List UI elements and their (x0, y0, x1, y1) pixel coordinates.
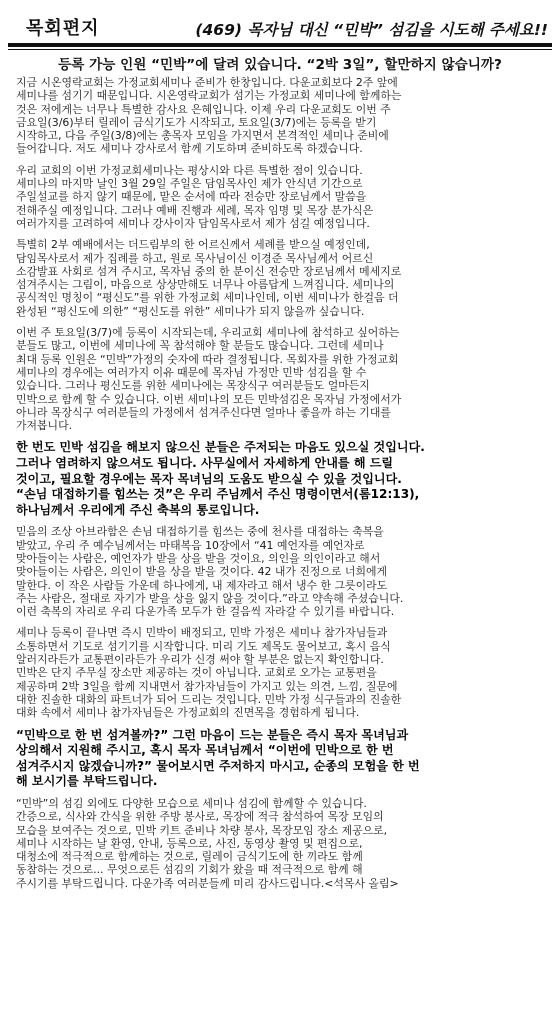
paragraph-closing (16, 797, 548, 890)
text-line: 알러지라든가 교통편이라든가 우리가 신경 써야 할 부분은 없는지 확인합니다. (16, 653, 384, 667)
text-line: 세미나의 마지막 날인 3월 29일 주일은 담임목사인 제가 안식년 기간으로 (16, 177, 363, 191)
text-line: 한 번도 민박 섬김을 해보지 않으신 분들은 주저되는 마음도 있으실 것입니다. (16, 440, 425, 455)
header-rule-thick (8, 43, 552, 47)
header-rule-thin (8, 49, 552, 50)
text-line: 분들도 많고, 이번에 세미나에 꼭 참석해야 할 분들도 많습니다. 그런데 세미나 (16, 339, 384, 353)
text-line: 맞아들이는 사람은, 예언자가 받을 상을 받을 것이요, 의인을 의인이라고 해서 (16, 551, 381, 565)
text-line: 완성된 “평신도에 의한” “평신도를 위한” 세미나가 되지 않을까 싶습니다. (16, 304, 365, 318)
text-line: 소감발표 사회로 섬겨 주시고, 목자님 중의 한 분이신 전승만 장로님께서 메세지로 (16, 264, 402, 278)
text-line: 이런 축복의 자리로 우리 다운가족 모두가 한 걸음씩 자라갈 수 있기를 바랍니다. (16, 605, 395, 619)
text-line: 상의해서 지원해 주시고, 혹시 목자 목녀님께서 “이번에 민박으로 한 번 (16, 743, 394, 758)
text-line: 대청소에 적극적으로 함께하는 것으로, 릴레이 금식기도에 한 끼라도 함께 (16, 850, 363, 864)
text-line: 받았고, 우리 주 예수님께서는 마태복음 10장에서 “41 예언자를 예언자로 (16, 538, 365, 552)
text-line: 주는 사람은, 절대로 자기가 받을 상을 잃지 않을 것이다.”라고 약속해 주셨습니다. (16, 591, 404, 605)
text-line: “민박으로 한 번 섬겨볼까?” 그런 마음이 드는 분들은 즉시 목자 목녀님과 (16, 727, 409, 742)
text-line: 대한 진솔한 대화의 파트너가 되어 드리는 것입니다. 민박 가정 식구들과의 진솔한 (16, 692, 402, 706)
text-line: 여러가지를 고려하여 세미나 강사이자 담임목사로서 제가 섬길 예정입니다. (16, 216, 370, 230)
text-line: 동참하는 것으로... 무엇으로든 섬김의 기회가 왔을 때 적극적으로 함께 해 (16, 863, 363, 877)
text-line: 지금 시온영락교회는 가정교회세미나 준비가 한창입니다. 다운교회보다 2주 앞에 (16, 76, 398, 89)
paragraph-intro (16, 76, 548, 156)
text-line: 섬겨주시지 않겠습니까?” 물어보시면 주저하지 마시고, 순종의 모험을 한 번 (16, 758, 420, 773)
text-line: “민박”의 섬김 외에도 다양한 모습으로 세미나 섬김에 함께할 수 있습니다. (16, 796, 367, 810)
text-line: 세미나를 섬기기 때문입니다. 시온영락교회가 섬기는 가정교회 세미나에 함께하는 (16, 89, 402, 103)
text-line: 시작하고, 다음 주일(3/8)에는 총목자 모임을 가지면서 본격적인 세미나 준비에 (16, 129, 389, 143)
text-line: 최대 등록 인원은 “민박”가정의 숫자에 따라 결정됩니다. 목회자를 위한 가정교회 (16, 352, 399, 366)
subheading: 등록 가능 인원 “민박”에 달려 있습니다. “2박 3일”, 할만하지 않습니까? (58, 57, 502, 73)
text-line: 세미나 시작하는 날 환영, 안내, 등록으로, 사진, 동영상 촬영 및 편집으로, (16, 836, 363, 850)
text-line: 전해주실 예정입니다. 그러나 예배 진행과 세례, 목자 임명 및 목장 분가식은 (16, 203, 374, 217)
text-line: 우리 교회의 이번 가정교회세미나는 평상시와 다른 특별한 점이 있습니다. (16, 163, 363, 177)
text-line: 들어갑니다. 저도 세미나 강사로서 함께 기도하며 준비하도록 하겠습니다. (16, 142, 363, 156)
text-line: 있습니다. 그러나 평신도를 위한 세미나에는 목장식구 여러분들도 얼마든지 (16, 379, 370, 393)
text-line: 특별히 2부 예배에서는 더드림부의 한 어르신께서 세례를 받으실 예정인데, (16, 238, 370, 252)
paragraph-baptism (16, 238, 548, 318)
text-line: 하나님께서 우리에게 주신 축복의 통로입니다. (16, 502, 260, 517)
text-line: 것이고, 필요할 경우에는 목자 목녀님의 도움도 받으실 수 있을 것입니다. (16, 471, 402, 486)
text-line: 말한다. 이 작은 사람들 가운데 하나에게, 내 제자라고 해서 냉수 한 그릇이라도 (16, 578, 388, 592)
paragraph-special (16, 164, 548, 230)
text-line: 제공하며 2박 3일을 함께 지내면서 참가자님들이 가지고 있는 의견, 느낌, 질문에 (16, 679, 398, 693)
text-line: 믿음의 조상 아브라함은 손님 대접하기를 힘쓰는 중에 천사를 대접하는 축복을 (16, 525, 384, 539)
column-header (8, 8, 552, 42)
paragraph-ask (16, 728, 548, 790)
text-line: 세미나의 경우에는 여러가지 이유 때문에 목자님 가정만 민박 섬김을 할 수 (16, 365, 367, 379)
text-line: 주일설교를 하지 않기 때문에, 맡은 순서에 따라 전승만 장로님께서 말씀을 (16, 190, 367, 204)
text-line: 소통하면서 기도로 섬기기를 시작합니다. 미리 기도 제목도 물어보고, 혹시 음식 (16, 639, 391, 653)
letter-body (8, 76, 552, 890)
text-line: “손님 대접하기를 힘쓰는 것”은 우리 주님께서 주신 명령이면서(롬12:13), (16, 487, 420, 502)
text-line: 것은 저에게는 너무나 특별한 감사요 은혜입니다. 이제 우리 다운교회도 이번 주 (16, 102, 391, 116)
text-line: 맞아들이는 사람은, 의인이 받을 상을 받을 것이다. 42 내가 진정으로 너희에게 (16, 565, 388, 579)
text-line: 금요일(3/6)부터 릴레이 금식기도가 시작되고, 토요일(3/7)에는 등록을 받기 (16, 115, 377, 129)
text-line: 섬겨주시는 그림이, 마음으로 상상만해도 너무나 아름답게 느껴집니다. 세미나의 (16, 278, 395, 292)
paragraph-blessing (16, 525, 548, 618)
text-line: 담임목사로서 제가 집례를 하고, 원로 목사님이신 이경준 목사님께서 어르신 (16, 251, 374, 265)
text-line: 세미나 등록이 끝나면 즉시 민박이 배정되고, 민박 가정은 세미나 참가자님들과 (16, 626, 388, 640)
text-line: 주시기를 부탁드립니다. 다운가족 여러분들께 미리 감사드립니다.<석목사 올림> (16, 876, 399, 890)
text-line: 간증으로, 식사와 간식을 위한 주방 봉사로, 목장에 적극 참석하여 목장 모임의 (16, 810, 384, 824)
text-line: 공식적인 명칭이 “평신도”를 위한 가정교회 세미나인데, 이번 세미나가 한걸음 더 (16, 291, 399, 305)
text-line: 아니라 목장식구 여러분들의 가정에서 섬겨주신다면 얼마나 좋을까 하는 기대를 (16, 405, 391, 419)
text-line: 그러나 염려하지 않으셔도 됩니다. 사무실에서 자세하게 안내를 해 드릴 (16, 456, 394, 471)
paragraph-hosting (16, 626, 548, 719)
column-name: 목회편지 (26, 18, 100, 39)
text-line: 해 보시기를 부탁드립니다. (16, 774, 158, 789)
letter-title: (469) 목자님 대신 “민박” 섬김을 시도해 주세요!! (195, 21, 548, 39)
paragraph-encourage (16, 440, 548, 518)
paragraph-registration (16, 326, 548, 432)
text-line: 민박은 단지 주무실 장소만 제공하는 것이 아닙니다. 교회로 오가는 교통편을 (16, 666, 377, 680)
text-line: 가져봅니다. (16, 419, 73, 433)
text-line: 이번 주 토요일(3/7)에 등록이 시작되는데, 우리교회 세미나에 참석하고 싶어하는 (16, 326, 400, 340)
text-line: 대화 속에서 세미나 참가자님들은 가정교회의 진면목을 경험하게 됩니다. (16, 706, 360, 720)
text-line: 모습을 보여주는 것으로, 민박 키트 준비나 차량 봉사, 목장모임 장소 제공으로, (16, 823, 388, 837)
text-line: 민박으로 함께 할 수 있습니다. 이번 세미나의 모든 민박섬김은 목자님 가정에서가 (16, 392, 402, 406)
